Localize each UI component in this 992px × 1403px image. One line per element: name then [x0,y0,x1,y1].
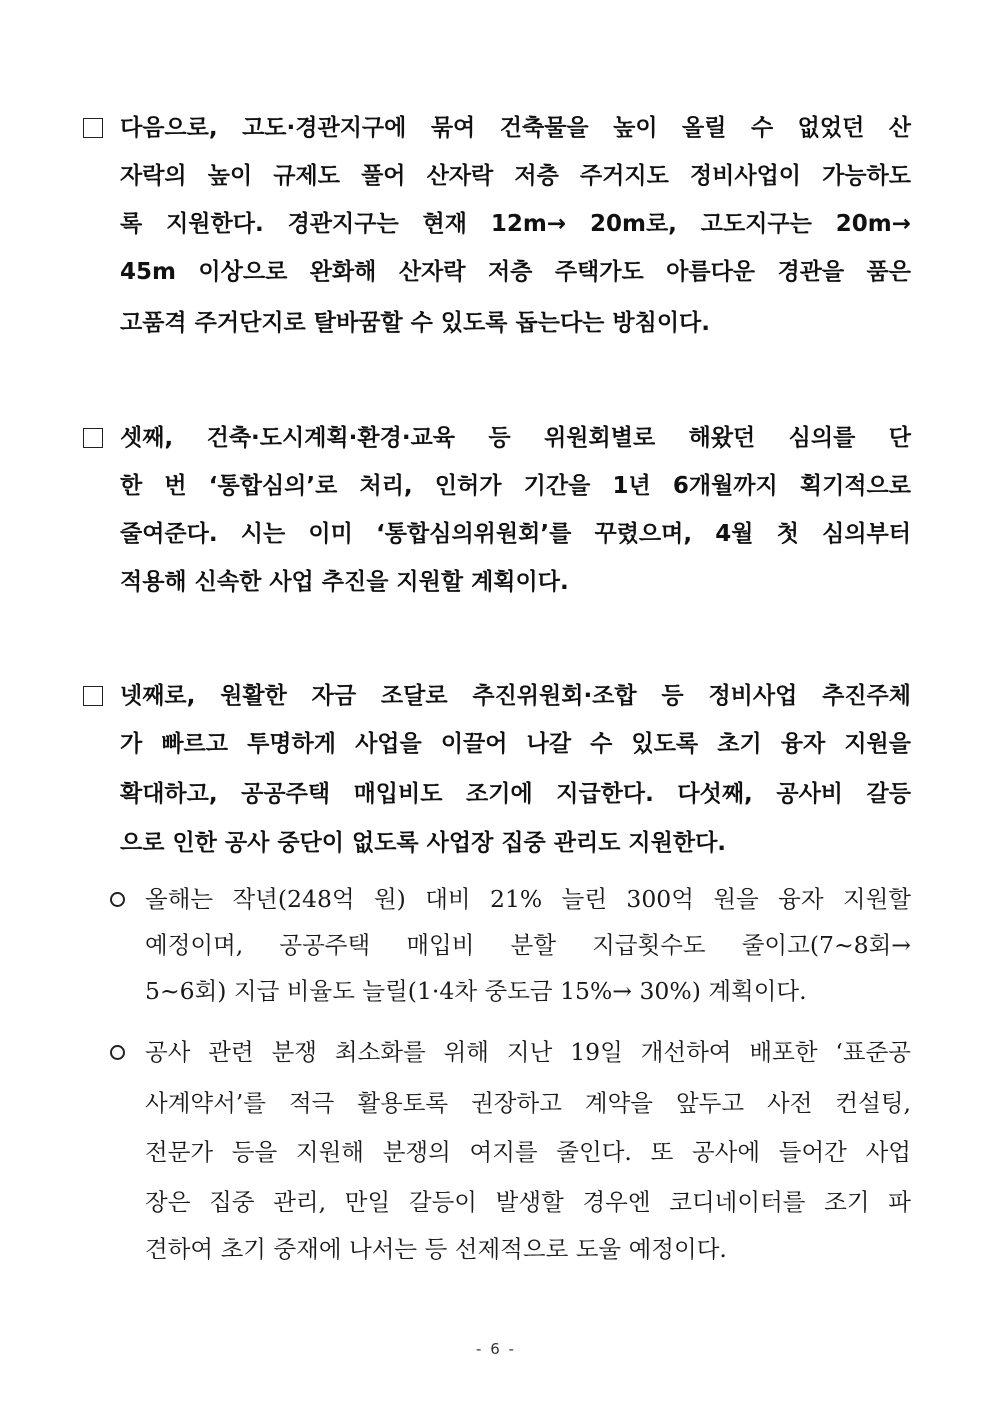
text-line: 셋째, 건축·도시계획·환경·교육 등 위원회별로 해왔던 심의를 단 [120,425,911,451]
text-line: 45m 이상으로 완화해 산자락 저층 주택가도 아름다운 경관을 품은 [120,259,911,285]
text-line: 줄여준다. 시는 이미 ‘통합심의위원회’를 꾸렸으며, 4월 첫 심의부터 [120,521,911,547]
square-bullet-icon [83,118,103,138]
text-line: 으로 인한 공사 중단이 없도록 사업장 집중 관리도 지원한다. [120,830,727,856]
text-line: 전문가 등을 지원해 분쟁의 여지를 줄인다. 또 공사에 들어간 사업 [145,1138,911,1166]
square-bullet-icon [83,686,103,706]
text-line: 5~6회) 지급 비율도 늘릴(1·4차 중도금 15%→ 30%) 계획이다. [145,977,807,1005]
text-line: 넷째로, 원활한 자금 조달로 추진위원회·조합 등 정비사업 추진주체 [120,683,911,709]
text-line: 고품격 주거단지로 탈바꿈할 수 있도록 돕는다는 방침이다. [120,310,711,336]
text-line: 가 빠르고 투명하게 사업을 이끌어 나갈 수 있도록 초기 융자 지원을 [120,731,911,757]
square-bullet-icon [83,428,103,448]
circle-bullet-icon [110,1045,125,1060]
text-line: 록 지원한다. 경관지구는 현재 12m→ 20m로, 고도지구는 20m→ [120,211,911,237]
text-line: 확대하고, 공공주택 매입비도 조기에 지급한다. 다섯째, 공사비 갈등 [120,781,911,807]
text-line: 적용해 신속한 사업 추진을 지원할 계획이다. [120,569,569,595]
text-line: 자락의 높이 규제도 풀어 산자락 저층 주거지도 정비사업이 가능하도 [120,163,911,189]
text-line: 견하여 초기 중재에 나서는 등 선제적으로 도울 예정이다. [145,1235,727,1263]
page-number: - 6 - [476,1340,516,1358]
text-line: 예정이며, 공공주택 매입비 분할 지급횟수도 줄이고(7~8회→ [145,931,911,959]
text-line: 장은 집중 관리, 만일 갈등이 발생할 경우엔 코디네이터를 조기 파 [145,1188,911,1216]
text-line: 올해는 작년(248억 원) 대비 21% 늘린 300억 원을 융자 지원할 [145,885,911,913]
text-line: 공사 관련 분쟁 최소화를 위해 지난 19일 개선하여 배포한 ‘표준공 [145,1038,911,1066]
text-line: 다음으로, 고도·경관지구에 묶여 건축물을 높이 올릴 수 없었던 산 [120,115,911,141]
text-line: 한 번 ‘통합심의’로 처리, 인허가 기간을 1년 6개월까지 획기적으로 [120,473,911,499]
circle-bullet-icon [110,892,125,907]
text-line: 사계약서’를 적극 활용토록 권장하고 계약을 앞두고 사전 컨설팅, [145,1089,911,1117]
